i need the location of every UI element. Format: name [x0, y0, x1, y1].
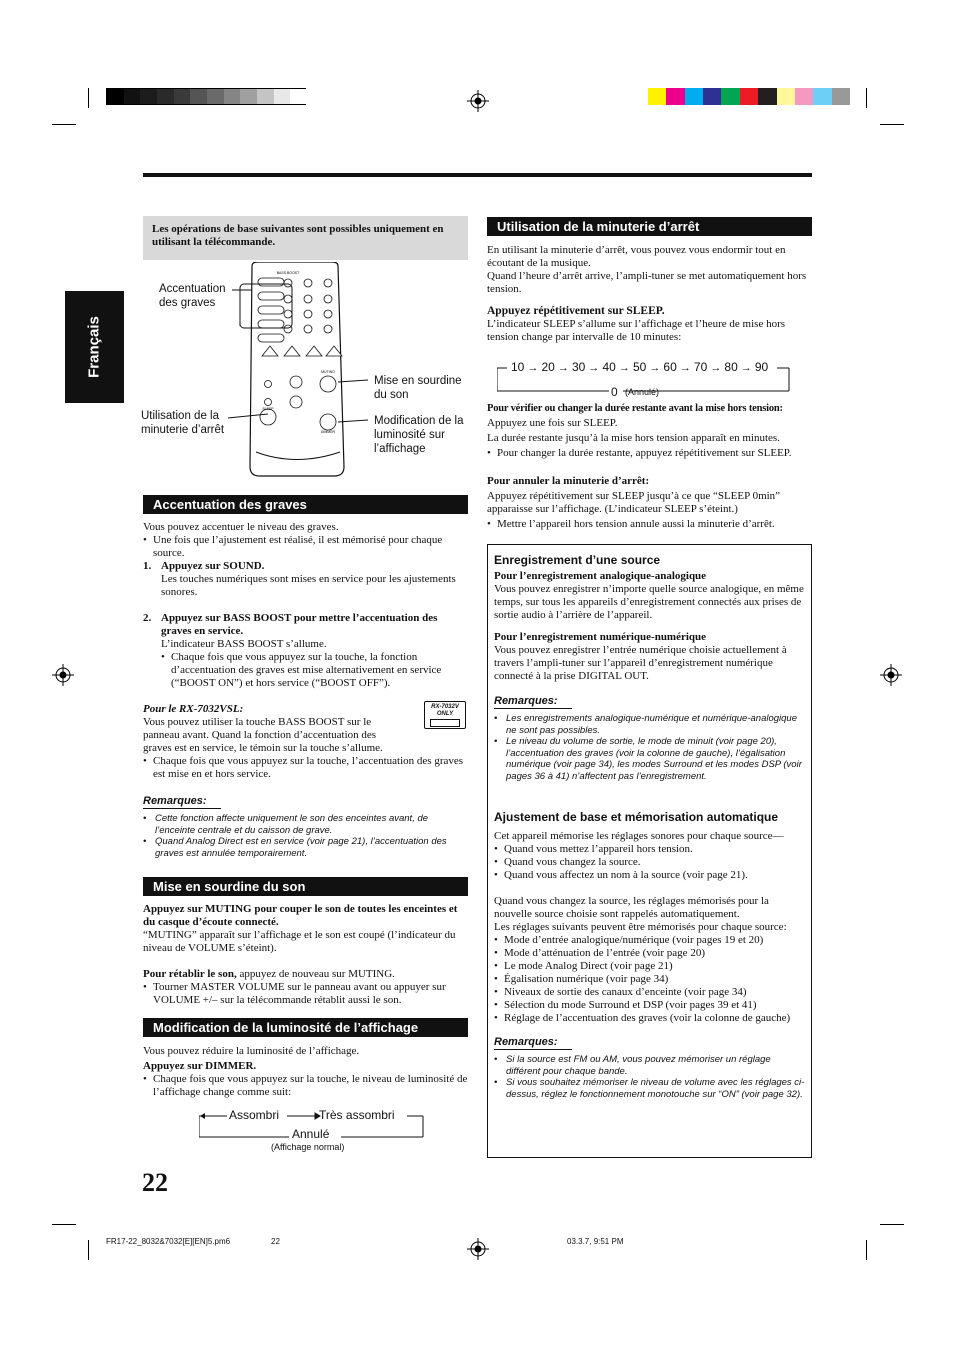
page-number: 22	[142, 1168, 168, 1197]
footer-page: 22	[271, 1237, 280, 1246]
section-muting: Appuyez sur MUTING pour couper le son de toutes les enceintes et du casque d’écoute connecté. “MUTING” apparaît sur l’affichage et le son est coupé (l’indicateur du niveau de VOLUME s’éteint). Pour rétablir le son, appuyez de nouveau sur MUTING. • Tourner MASTER VOLUME sur le panneau avant ou appuyer sur VOLUME +/– sur la télécommande rétablit aussi le son.	[143, 903, 468, 1007]
color-swatch	[207, 89, 224, 104]
section-dimmer: Vous pouvez réduire la luminosité de l’affichage. Appuyez sur DIMMER. • Chaque fois que vous appuyez sur la touche, le niveau de luminosité de l’affichage change comme suit:	[143, 1045, 468, 1099]
arrow-right-icon: →	[554, 362, 572, 374]
color-swatch	[140, 89, 157, 104]
registration-mark-icon	[880, 664, 902, 686]
section-recording: Enregistrement d’une source Pour l’enregistrement analogique-analogique Vous pouvez enregistrer n’importe quelle source analogique, en même temps, sur tous les appareils d’enregistrement connectés aux prises de sortie audio à l’arrière de l’appareil. Pour l’enregistrement numérique-numérique Vous pouvez enregistrer l’entrée numérique choisie actuellement à travers l’ampli-tuner sur l’appareil d’enregistrement numérique connecté à la prise DIGITAL OUT. Remarques: • Les enregistrements analogique-numérique et numérique-analogique ne sont pas possibles. • Le niveau du volume de sortie, le mode de minuit (voir page 20), l’accentuation des graves (voir la colonne de gauche), l’égalisation numérique (voir page 34), les modes Surround et les modes DSP (voir pages 36 à 41) n’affectent pas l’enregistrement.	[494, 553, 804, 782]
list-item: • Égalisation numérique (voir page 34)	[494, 973, 806, 986]
list-item: • Réglage de l’accentuation des graves (voir la colonne de gauche)	[494, 1012, 806, 1025]
sleep-cycle-value: 30	[571, 360, 586, 374]
model-badge: RX-7032V ONLY	[424, 701, 466, 729]
list-item: • Quand Analog Direct est en service (voir page 21), l’accentuation des graves est annulée temporairement.	[143, 836, 468, 859]
label-muting: Mise en sourdine du son	[374, 375, 462, 401]
footer-file: FR17-22_8032&7032[E][EN]5.pm6	[106, 1237, 231, 1246]
color-swatch	[240, 89, 257, 104]
color-swatch	[740, 88, 758, 105]
dimmer-cycle-diagram: Assombri Très assombri Annulé (Affichage normal)	[199, 1108, 425, 1154]
crop-mark	[52, 124, 76, 125]
sleep-cycle-value: 10	[511, 360, 525, 374]
sleep-cycle-value: 50	[632, 360, 647, 374]
label-sleep: Utilisation de la minuterie d’arrêt	[141, 410, 225, 436]
arrow-right-icon: →	[707, 362, 725, 374]
color-swatch	[685, 88, 703, 105]
crop-mark	[88, 1240, 89, 1260]
sleep-cycle-values	[511, 360, 768, 374]
color-swatch	[290, 89, 307, 104]
color-swatch	[124, 89, 141, 104]
color-bar-left	[106, 88, 306, 105]
color-swatch	[174, 89, 191, 104]
color-swatch	[721, 88, 739, 105]
color-swatch	[648, 88, 666, 105]
color-swatch	[795, 88, 813, 105]
intro-note: Les opérations de base suivantes sont possibles uniquement en utilisant la télécommande.	[143, 216, 468, 260]
color-swatch	[777, 88, 795, 105]
heading-muting: Mise en sourdine du son	[143, 877, 468, 896]
sleep-cycle-value: 40	[602, 360, 616, 374]
section-sleep-check: Pour vérifier ou changer la durée restante avant la mise hors tension: Appuyez une fois sur SLEEP. La durée restante jusqu’à la mise hors tension apparaît en minutes. • Pour changer la durée restante, appuyez répétitivement sur SLEEP. Pour annuler la minuterie d’arrêt: Appuyez répétitivement sur SLEEP jusqu’à ce que “SLEEP 0min” apparaisse sur l’affichage. (L’indicateur SLEEP s’éteint.) • Mettre l’appareil hors tension annule aussi la minuterie d’arrêt.	[487, 402, 812, 531]
remote-dimmer-button-label: DIMMER	[320, 430, 336, 434]
heading-bass-boost: Accentuation des graves	[143, 495, 468, 514]
list-item: • Quand vous mettez l’appareil hors tension.	[494, 843, 806, 856]
list-item: • Si la source est FM ou AM, vous pouvez mémoriser un réglage différent pour chaque bande.	[494, 1054, 806, 1077]
bass-remarks	[143, 813, 468, 859]
sleep-cycle-value: 60	[663, 360, 677, 374]
arrow-right-icon: →	[615, 362, 633, 374]
registration-mark-icon	[52, 664, 74, 686]
color-swatch	[832, 88, 850, 105]
color-swatch	[107, 89, 124, 104]
registration-mark-icon	[467, 90, 489, 112]
crop-mark	[880, 124, 904, 125]
memory-settings-list	[494, 934, 806, 1025]
crop-mark	[52, 1224, 76, 1225]
color-swatch	[224, 89, 241, 104]
memory-when-list	[494, 843, 806, 882]
remote-muting-button-label: MUTING	[321, 370, 335, 374]
side-tab-label: Français	[85, 316, 103, 378]
list-item: • Les enregistrements analogique-numérique et numérique-analogique ne sont pas possibles.	[494, 713, 804, 736]
list-item: • Le niveau du volume de sortie, le mode de minuit (voir page 20), l’accentuation des graves (voir la colonne de gauche), l’égalisation numérique (voir page 34), les modes Surround et les modes DSP (voir pages 36 à 41) n’affectent pas l’enregistrement.	[494, 736, 804, 782]
footer-date: 03.3.7, 9:51 PM	[567, 1237, 624, 1246]
section-bass-boost: Vous pouvez accentuer le niveau des graves. • Une fois que l’ajustement est réalisé, il est mémorisé pour chaque source. 1. Appuyez sur SOUND. Les touches numériques sont mises en service pour les ajustements sonores. 2. Appuyez sur BASS BOOST pour mettre l’accentuation des graves en service. L’indicateur BASS BOOST s’allume. • Chaque fois que vous appuyez sur la touche, la fonction d’accentuation des graves est mise alternativement en service (“BOOST ON”) et hors service (“BOOST OFF”). Pour le RX-7032VSL: Vous pouvez utiliser la touche BASS BOOST sur le panneau avant. Quand la fonction d’accentuation des graves est en service, le témoin sur la touche s’allume. • Chaque fois que vous appuyez sur la touche, l’accentuation des graves est mise en et hors service. RX-7032V ONLY Remarques: • Cette fonction affecte uniquement le son des enceintes avant, de l’enceinte centrale et du caisson de grave. • Quand Analog Direct est en service (voir page 21), l’accentuation des graves est annulée temporairement.	[143, 521, 468, 859]
list-item: • Le mode Analog Direct (voir page 21)	[494, 960, 806, 973]
sleep-cycle-value: 70	[693, 360, 708, 374]
top-rule	[143, 173, 812, 177]
color-swatch	[190, 89, 207, 104]
sleep-cycle-value: 80	[724, 360, 738, 374]
sleep-cycle-diagram: 10 → 20 → 30 → 40 → 50 → 60 → 70 → 80 → 90 0 (Annulé)	[511, 360, 769, 399]
sleep-cycle-value: 90	[754, 360, 769, 374]
registration-mark-icon	[467, 1238, 489, 1260]
crop-mark	[88, 88, 89, 108]
color-swatch	[157, 89, 174, 104]
arrow-right-icon: →	[585, 362, 603, 374]
heading-dimmer: Modification de la luminosité de l’affichage	[143, 1018, 468, 1037]
color-swatch	[813, 88, 831, 105]
list-item: • Si vous souhaitez mémoriser le niveau de volume avec les réglages ci-dessus, réglez le fonctionnement monotouche sur “ON” (voir page 32).	[494, 1077, 806, 1100]
list-item: • Quand vous changez la source.	[494, 856, 806, 869]
list-item: • Cette fonction affecte uniquement le son des enceintes avant, de l’enceinte centrale et du caisson de grave.	[143, 813, 468, 836]
crop-mark	[866, 1240, 867, 1260]
remote-sleep-button-label: SLEEP	[262, 407, 274, 411]
memory-remarks	[494, 1054, 806, 1100]
list-item: • Niveaux de sortie des canaux d’enceinte (voir page 34)	[494, 986, 806, 999]
section-sleep-timer: En utilisant la minuterie d’arrêt, vous pouvez vous endormir tout en écoutant de la musique. Quand l’heure d’arrêt arrive, l’ampli-tuner se met automatiquement hors tension. Appuyez répétitivement sur SLEEP. L’indicateur SLEEP s’allume sur l’affichage et l’heure de mise hors tension change par intervalle de 10 minutes:	[487, 244, 807, 343]
list-item: • Mode d’atténuation de l’entrée (voir page 20)	[494, 947, 806, 960]
list-item: • Sélection du mode Surround et DSP (voir pages 39 et 41)	[494, 999, 806, 1012]
label-bass-boost: Accentuation des graves	[159, 283, 226, 309]
heading-sleep-timer: Utilisation de la minuterie d’arrêt	[487, 217, 812, 236]
remote-bass-button-label: BASS BOOST	[276, 271, 300, 275]
color-swatch	[703, 88, 721, 105]
color-swatch	[274, 89, 291, 104]
crop-mark	[880, 1224, 904, 1225]
arrow-right-icon: →	[524, 362, 542, 374]
section-memory: Ajustement de base et mémorisation automatique Cet appareil mémorise les réglages sonores pour chaque source— • Quand vous mettez l’appareil hors tension. • Quand vous changez la source. • Quand vous affectez un nom à la source (voir page 21). Quand vous changez la source, les réglages mémorisés pour la nouvelle source choisie sont rappelés automatiquement. Les réglages suivants peuvent être mémorisés pour chaque source: • Mode d’entrée analogique/numérique (voir pages 19 et 20) • Mode d’atténuation de l’entrée (voir page 20) • Le mode Analog Direct (voir page 21) • Égalisation numérique (voir page 34) • Niveaux de sortie des canaux d’enceinte (voir page 34) • Sélection du mode Surround et DSP (voir pages 39 et 41) • Réglage de l’accentuation des graves (voir la colonne de gauche) Remarques: • Si la source est FM ou AM, vous pouvez mémoriser un réglage différent pour chaque bande. • Si vous souhaitez mémoriser le niveau de volume avec les réglages ci-dessus, réglez le fonctionnement monotouche sur “ON” (voir page 32).	[494, 810, 806, 1100]
color-swatch	[257, 89, 274, 104]
list-item: • Quand vous affectez un nom à la source (voir page 21).	[494, 869, 806, 882]
color-swatch	[758, 88, 776, 105]
list-item: • Mode d’entrée analogique/numérique (voir pages 19 et 20)	[494, 934, 806, 947]
color-bar-right	[648, 88, 850, 105]
recording-remarks	[494, 713, 804, 782]
color-swatch	[666, 88, 684, 105]
sleep-cycle-value: 20	[541, 360, 555, 374]
arrow-right-icon: →	[737, 362, 755, 374]
side-language-tab	[65, 291, 124, 403]
label-dimmer: Modification de la luminosité sur l’affichage	[374, 415, 464, 455]
crop-mark	[866, 88, 867, 108]
arrow-right-icon: →	[646, 362, 664, 374]
arrow-right-icon: →	[676, 362, 694, 374]
